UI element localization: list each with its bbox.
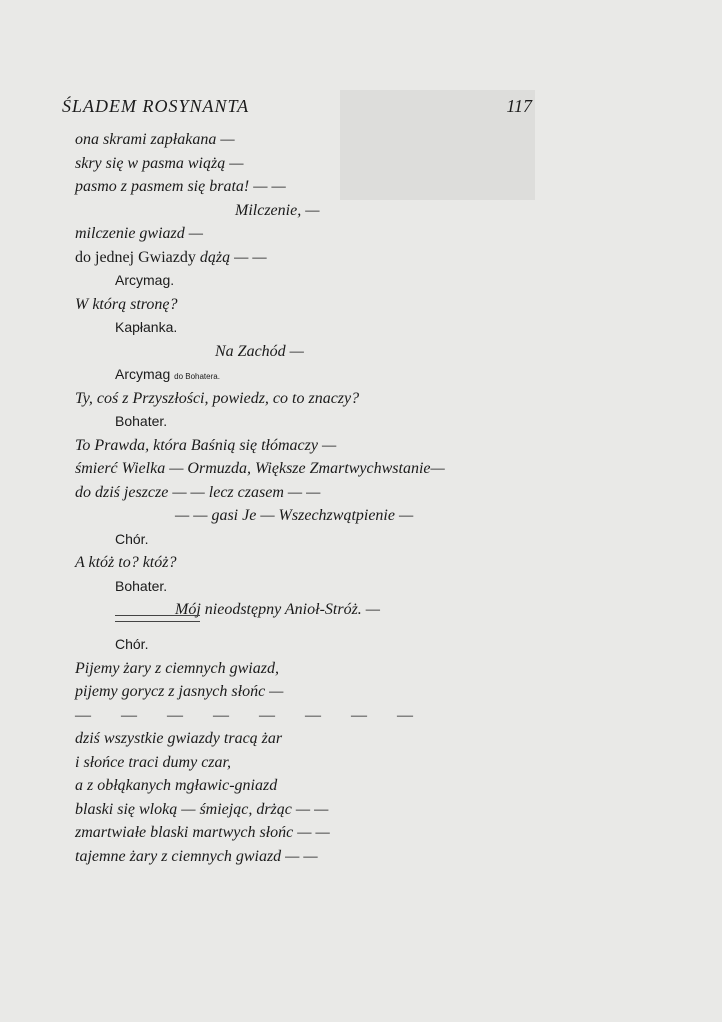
verse-line: Mój nieodstępny Anioł-Stróż. — bbox=[175, 601, 381, 618]
chorus-text bbox=[75, 633, 535, 868]
verse-line: tajemne żary z ciemnych gwiazd — — bbox=[75, 847, 318, 865]
dash-line: — — — — — — — — bbox=[75, 706, 426, 724]
verse-line: śmierć Wielka — Ormuzda, Większe Zmartwychwstanie— bbox=[75, 460, 445, 477]
stage-direction: do Bohatera. bbox=[174, 372, 220, 381]
verse-line: blaski się wloką — śmiejąc, drżąc — — bbox=[75, 800, 329, 818]
verse-line: do dziś jeszcze — — lecz czasem — — bbox=[75, 483, 321, 501]
speaker-label: Chór. bbox=[115, 636, 149, 652]
page-header bbox=[62, 96, 532, 122]
verse-line: i słońce traci dumy czar, bbox=[75, 753, 231, 771]
verse-fragment: dążą — — bbox=[199, 248, 267, 266]
verse-line: pijemy gorycz z jasnych słońc — bbox=[75, 683, 284, 700]
verse-line: A któż to? któż? bbox=[75, 554, 177, 571]
verse-line: a z obłąkanych mgławic-gniazd bbox=[75, 777, 278, 794]
speaker-label: Kapłanka. bbox=[115, 319, 178, 335]
verse-line: zmartwiałe blaski martwych słońc — — bbox=[75, 824, 330, 841]
section-divider bbox=[115, 615, 200, 622]
verse-line: dziś wszystkie gwiazdy tracą żar bbox=[75, 730, 283, 747]
verse-line: Pijemy żary z ciemnych gwiazd, bbox=[75, 659, 279, 677]
verse-line: To Prawda, która Baśnią się tłómaczy — bbox=[75, 436, 337, 454]
speaker-label: Arcymag. bbox=[115, 272, 175, 288]
verse-line bbox=[75, 246, 535, 270]
verse-line: pasmo z pasmem się brata! — — bbox=[75, 178, 286, 195]
verse-line: ona skrami zapłakana — bbox=[75, 131, 235, 148]
speaker-label bbox=[75, 363, 535, 387]
speaker-label: Bohater. bbox=[115, 577, 168, 594]
verse-line: — — gasi Je — Wszechzwątpienie — bbox=[175, 507, 414, 524]
verse-line: skry się w pasma wiążą — bbox=[75, 154, 244, 172]
verse-fragment: Gwiazdy bbox=[138, 248, 196, 266]
verse-line: Ty, coś z Przyszłości, powiedz, co to znaczy? bbox=[75, 389, 360, 407]
speaker-label: Bohater. bbox=[115, 413, 168, 429]
speaker-label: Chór. bbox=[115, 530, 149, 547]
verse-line: W którą stronę? bbox=[75, 295, 178, 313]
verse-fragment: do jednej bbox=[75, 248, 135, 266]
running-title: ŚLADEM ROSYNANTA bbox=[62, 96, 250, 116]
verse-line: Milczenie, — bbox=[235, 201, 320, 219]
poem-text bbox=[75, 128, 535, 622]
page-number: 117 bbox=[506, 96, 532, 116]
verse-line: milczenie gwiazd — bbox=[75, 225, 203, 242]
verse-line: Na Zachód — bbox=[215, 342, 304, 360]
speaker-name: Arcymag bbox=[115, 366, 171, 382]
